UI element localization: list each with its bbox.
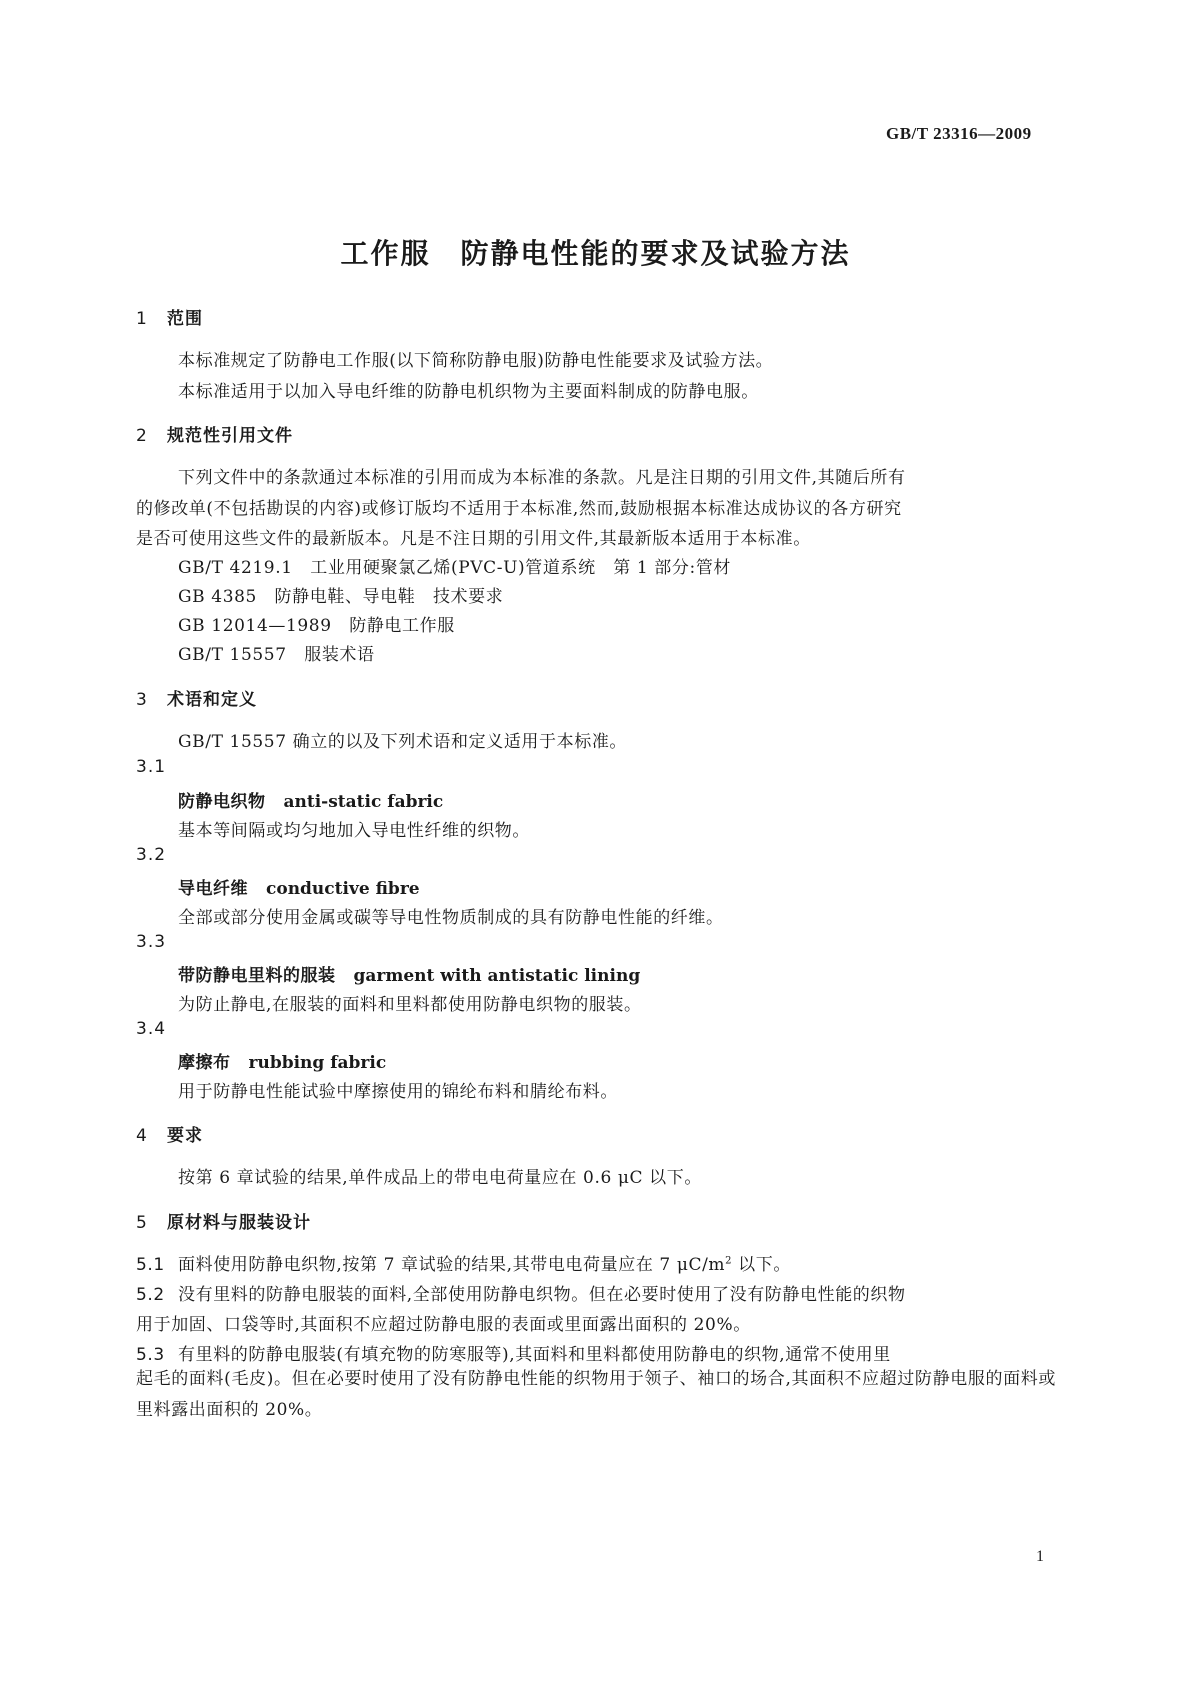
clause-5-3-line1 xyxy=(136,1340,891,1365)
term-number: 3.1 xyxy=(136,757,167,777)
section-number: 5 xyxy=(136,1213,148,1233)
term-name xyxy=(178,874,420,899)
clause-text-tail: 以下。 xyxy=(732,1255,791,1275)
clause-5-2-rest: 用于加固、口袋等时,其面积不应超过防静电服的表面或里面露出面积的 20%。 xyxy=(136,1315,751,1335)
clause-5-2-line1 xyxy=(136,1280,906,1305)
term-en: rubbing fabric xyxy=(248,1053,387,1073)
reference-item: GB/T 15557 服装术语 xyxy=(178,645,375,665)
term-definition: 为防止静电,在服装的面料和里料都使用防静电织物的服装。 xyxy=(178,995,642,1015)
reference-item: GB 4385 防静电鞋、导电鞋 技术要求 xyxy=(178,587,504,607)
term-definition: 用于防静电性能试验中摩擦使用的锦纶布料和腈纶布料。 xyxy=(178,1082,618,1102)
section-number: 1 xyxy=(136,309,148,329)
clause-number: 5.3 xyxy=(136,1345,165,1365)
paragraph-line: 下列文件中的条款通过本标准的引用而成为本标准的条款。凡是注日期的引用文件,其随后所有 xyxy=(178,468,906,488)
term-en: anti-static fabric xyxy=(283,792,444,812)
section-3-heading xyxy=(136,685,257,710)
paragraph-line: 的修改单(不包括勘误的内容)或修订版均不适用于本标准,然而,鼓励根据本标准达成协议的各方研究 xyxy=(136,499,902,519)
clause-text: 面料使用防静电织物,按第 7 章试验的结果,其带电电荷量应在 7 μC/m xyxy=(178,1255,726,1275)
term-zh: 摩擦布 xyxy=(178,1053,231,1073)
section-number: 4 xyxy=(136,1126,148,1146)
term-zh: 导电纤维 xyxy=(178,879,248,899)
term-number: 3.3 xyxy=(136,932,167,952)
term-name xyxy=(178,787,443,812)
clause-text: 没有里料的防静电服装的面料,全部使用防静电织物。但在必要时使用了没有防静电性能的织物 xyxy=(178,1285,906,1305)
clause-5-1 xyxy=(136,1250,791,1275)
document-title: 工作服 防静电性能的要求及试验方法 xyxy=(340,237,851,270)
term-name xyxy=(178,1048,386,1073)
section-4-heading xyxy=(136,1121,203,1146)
clause-number: 5.1 xyxy=(136,1255,165,1275)
paragraph: 本标准规定了防静电工作服(以下简称防静电服)防静电性能要求及试验方法。 xyxy=(178,351,774,371)
section-title: 范围 xyxy=(167,309,203,329)
reference-item: GB/T 4219.1 工业用硬聚氯乙烯(PVC-U)管道系统 第 1 部分:管材 xyxy=(178,558,732,578)
section-5-heading xyxy=(136,1208,311,1233)
page-number: 1 xyxy=(1036,1548,1044,1565)
section-2-heading xyxy=(136,421,293,446)
section-number: 3 xyxy=(136,690,148,710)
paragraph-line: 是否可使用这些文件的最新版本。凡是不注日期的引用文件,其最新版本适用于本标准。 xyxy=(136,529,811,549)
term-definition: 全部或部分使用金属或碳等导电性物质制成的具有防静电性能的纤维。 xyxy=(178,908,724,928)
clause-5-3-rest: 起毛的面料(毛皮)。但在必要时使用了没有防静电性能的织物用于领子、袖口的场合,其面积不应超过防静电服的面料或里料露出面积的 20%。 xyxy=(136,1369,1056,1420)
standard-number: GB/T 23316—2009 xyxy=(886,124,1032,143)
superscript: 2 xyxy=(725,1255,733,1267)
term-name xyxy=(178,961,640,986)
paragraph: 本标准适用于以加入导电纤维的防静电机织物为主要面料制成的防静电服。 xyxy=(178,382,759,402)
section-title: 术语和定义 xyxy=(167,690,257,710)
section-title: 原材料与服装设计 xyxy=(167,1213,311,1233)
section-number: 2 xyxy=(136,426,148,446)
term-definition: 基本等间隔或均匀地加入导电性纤维的织物。 xyxy=(178,821,530,841)
section-title: 规范性引用文件 xyxy=(167,426,293,446)
clause-text: 有里料的防静电服装(有填充物的防寒服等),其面料和里料都使用防静电的织物,通常不使用里 xyxy=(178,1345,891,1365)
term-zh: 防静电织物 xyxy=(178,792,266,812)
term-zh: 带防静电里料的服装 xyxy=(178,966,336,986)
clause-number: 5.2 xyxy=(136,1285,165,1305)
term-en: garment with antistatic lining xyxy=(353,966,641,986)
section-title: 要求 xyxy=(167,1126,203,1146)
reference-item: GB 12014—1989 防静电工作服 xyxy=(178,616,455,636)
section-1-heading xyxy=(136,304,203,329)
paragraph: 按第 6 章试验的结果,单件成品上的带电电荷量应在 0.6 μC 以下。 xyxy=(178,1168,702,1188)
term-en: conductive fibre xyxy=(266,879,420,899)
term-number: 3.2 xyxy=(136,845,167,865)
term-number: 3.4 xyxy=(136,1019,167,1039)
paragraph: GB/T 15557 确立的以及下列术语和定义适用于本标准。 xyxy=(178,732,628,752)
